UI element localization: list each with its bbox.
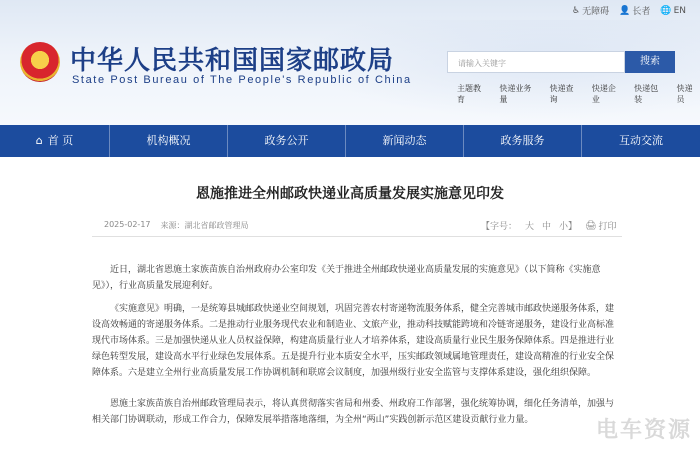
quick-link-express-companies[interactable]: 快递企业	[591, 84, 616, 104]
accessibility-link[interactable]: ♿ 无障碍	[572, 5, 610, 17]
nav-item-services[interactable]: 政务服务	[464, 125, 582, 157]
print-button[interactable]: 🖨 打印	[585, 220, 617, 232]
site-title[interactable]: 中华人民共和国国家邮政局	[70, 46, 395, 76]
home-icon: ⌂	[35, 134, 43, 147]
quick-link-express-query[interactable]: 快递查询	[549, 84, 574, 104]
article-divider	[92, 236, 622, 237]
quick-links	[457, 83, 700, 105]
article-meta	[104, 220, 249, 231]
quick-link-theme-education[interactable]: 主题教育	[457, 84, 481, 104]
elder-mode-icon: 👤	[619, 5, 631, 16]
article-source: 来源：湖北省邮政管理局	[160, 221, 249, 230]
article-title: 恩施推进全州邮政快递业高质量发展实施意见印发	[196, 186, 504, 202]
nav-item-home[interactable]: ⌂ 首 页	[0, 125, 110, 157]
font-size-medium[interactable]: 中	[542, 222, 552, 232]
search-button[interactable]: 搜索	[625, 51, 675, 73]
national-emblem-icon	[20, 42, 60, 82]
font-size-label: 【字号：	[481, 222, 518, 232]
article-paragraph-1: 近日，湖北省恩施土家族苗族自治州政府办公室印发《关于推进全州邮政快递业高质量发展的实施意见》（以下简称《实施意见》），行业高质量发展迎利好。	[92, 265, 601, 291]
nav-item-interaction[interactable]: 互动交流	[619, 134, 663, 147]
article-paragraph-2: 《实施意见》明确，一是统筹县城邮政快递业空间规划，巩固完善农村寄递物流服务体系，健全完善城市邮政快递服务体系，建设高效畅通的寄递服务体系。二是推动行业服务现代农业和制造业、文旅产业，推动科技赋能跨境和冷链寄递服务，建设行业高标准现代市场体系。三是加强快递从业人员权益保障，构建高质量行业人才培养体系，建设高质量行业民生服务保障体系。四是推进行业绿色转型发展，建设高水平行业绿色发展体系。五是提升行业本质安全水平，压实邮政领域属地管理责任，建设高精准的行业安全保障体系。六是建立全州行业高质量发展工作协调机制和联席会议制度，加强州级行业安全监管与支撑体系建设，强化组织保障。	[92, 304, 615, 378]
nav-item-government-affairs[interactable]: 政务公开	[228, 125, 346, 157]
article-tools	[481, 219, 617, 232]
lang-icon: 🌐	[660, 5, 672, 16]
nav-item-organization[interactable]: 机构概况	[110, 125, 228, 157]
quick-link-express-packaging[interactable]: 快递包装	[634, 84, 659, 104]
accessibility-icon: ♿	[572, 5, 581, 16]
top-links	[572, 4, 686, 17]
font-size-large[interactable]: 大	[525, 222, 535, 232]
font-size-small[interactable]: 小】	[559, 222, 578, 232]
quick-link-couriers[interactable]: 快递员	[676, 84, 693, 104]
article-date: 2025-02-17	[104, 220, 151, 229]
quick-link-express-volume[interactable]: 快递业务量	[499, 84, 532, 104]
print-icon: 🖨	[585, 220, 597, 231]
site-header	[0, 0, 700, 125]
lang-link[interactable]: 🌐 EN	[660, 5, 686, 16]
article-paragraph-3: 恩施土家族苗族自治州邮政管理局表示，将认真贯彻落实省局和州委、州政府工作部署，强化统筹协调，细化任务清单，加强与相关部门协调联动，形成工作合力，保障发展举措落地落细，为全州“两山”实践创新示范区建设贡献行业力量。	[92, 399, 615, 425]
search-input[interactable]: 请输入关键字	[447, 51, 625, 73]
elder-mode-link[interactable]: 👤 长者	[619, 5, 651, 17]
watermark: 电车资源	[595, 418, 692, 443]
site-subtitle: State Post Bureau of The People's Republic of China	[72, 74, 412, 86]
nav-item-news[interactable]: 新闻动态	[346, 125, 464, 157]
main-nav	[0, 125, 700, 157]
